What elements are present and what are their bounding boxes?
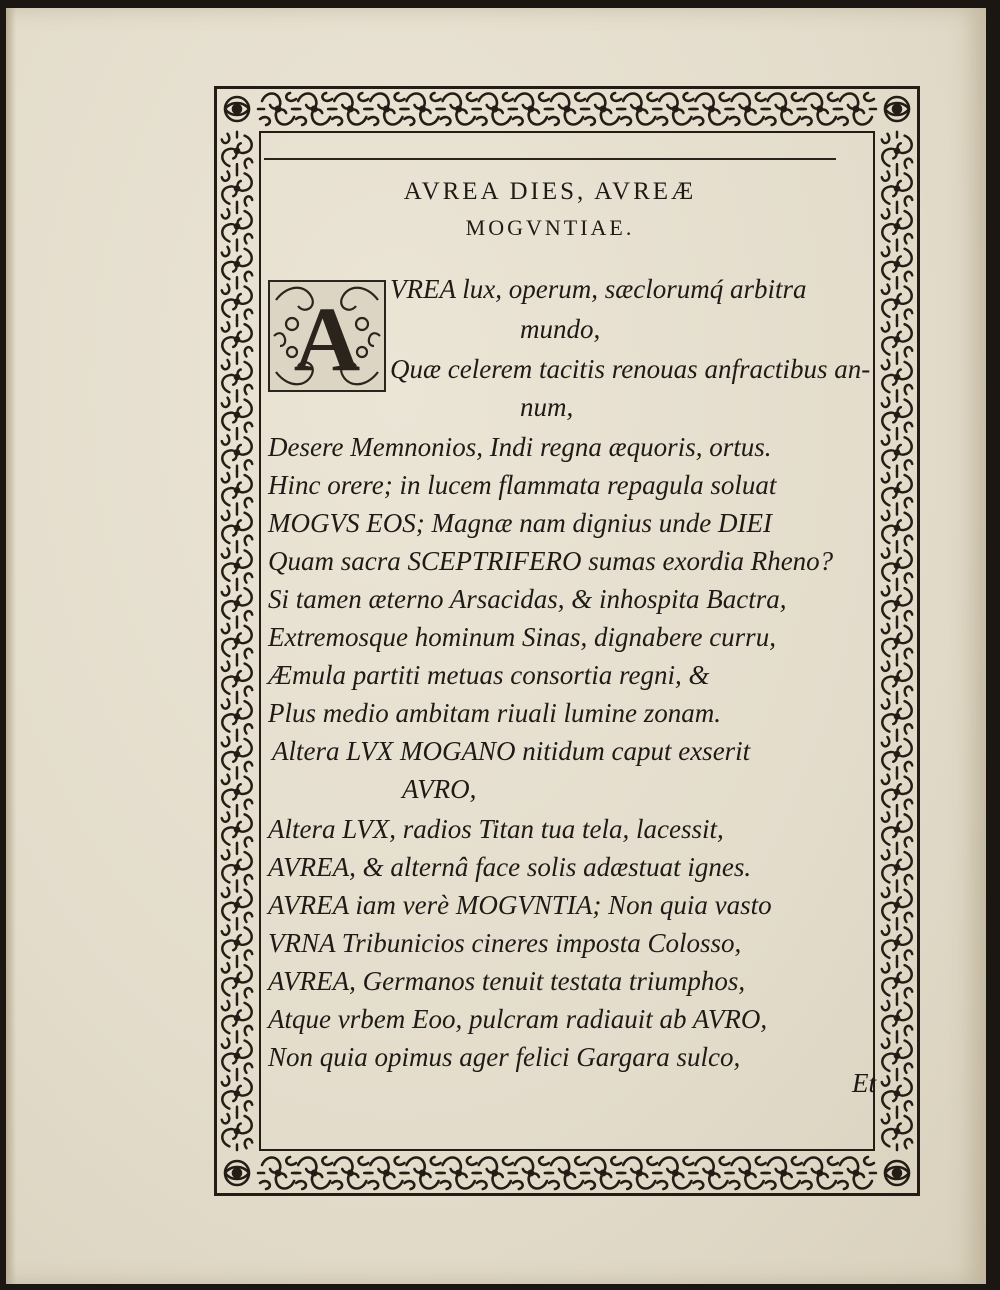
text-block [264,138,876,1098]
decorated-initial [268,280,386,392]
decorated-initial-ornament [268,280,386,392]
verse-line: Altera LVX MOGANO nitidum caput exserit [272,736,751,766]
verse-line: Plus medio ambitam riuali lumine zonam. [268,698,721,728]
title-line-2: MOGVNTIAE. [465,215,635,240]
verse-line: num, [520,392,574,422]
catchword: Et [852,1068,876,1098]
verse-line: Quæ celerem tacitis renouas anfractibus an- [390,354,871,384]
verse-line: Quam sacra SCEPTRIFERO sumas exordia Rheno? [268,546,834,576]
verse-line: VREA lux, operum, sæclorumq́ arbitra [390,274,807,304]
verse-line: MOGVS EOS; Magnæ nam dignius unde DIEI [268,508,772,538]
verse-line: Altera LVX, radios Titan tua tela, lacessit, [268,814,724,844]
verse-line: Desere Memnonios, Indi regna æquoris, ortus. [268,432,772,462]
book-page [6,8,986,1284]
verse-line: Si tamen æterno Arsacidas, & inhospita Bactra, [268,584,787,614]
verse-line: Extremosque hominum Sinas, dignabere curru, [268,622,776,652]
title-line-1: AVREA DIES, AVREÆ [403,178,697,205]
verse-line: AVREA, Germanos tenuit testata triumphos, [268,966,746,996]
head-rule [264,158,836,160]
verse-line: Non quia opimus ager felici Gargara sulco, [268,1042,741,1072]
verse-line: AVREA, & alternâ face solis adæstuat ignes. [268,852,752,882]
initial-glyph: A [293,288,361,390]
verse-line: Atque vrbem Eoo, pulcram radiauit ab AVRO, [268,1004,768,1034]
verse-line: Æmula partiti metuas consortia regni, & [268,660,710,690]
verse-line: Hinc orere; in lucem flammata repagula soluat [268,470,777,500]
verse-line: AVREA iam verè MOGVNTIA; Non quia vasto [268,890,772,920]
page-gutter-shadow [6,8,16,1284]
verse-line: VRNA Tribunicios cineres imposta Colosso, [268,928,742,958]
verse-line: AVRO, [402,774,477,804]
verse-line: mundo, [520,314,601,344]
